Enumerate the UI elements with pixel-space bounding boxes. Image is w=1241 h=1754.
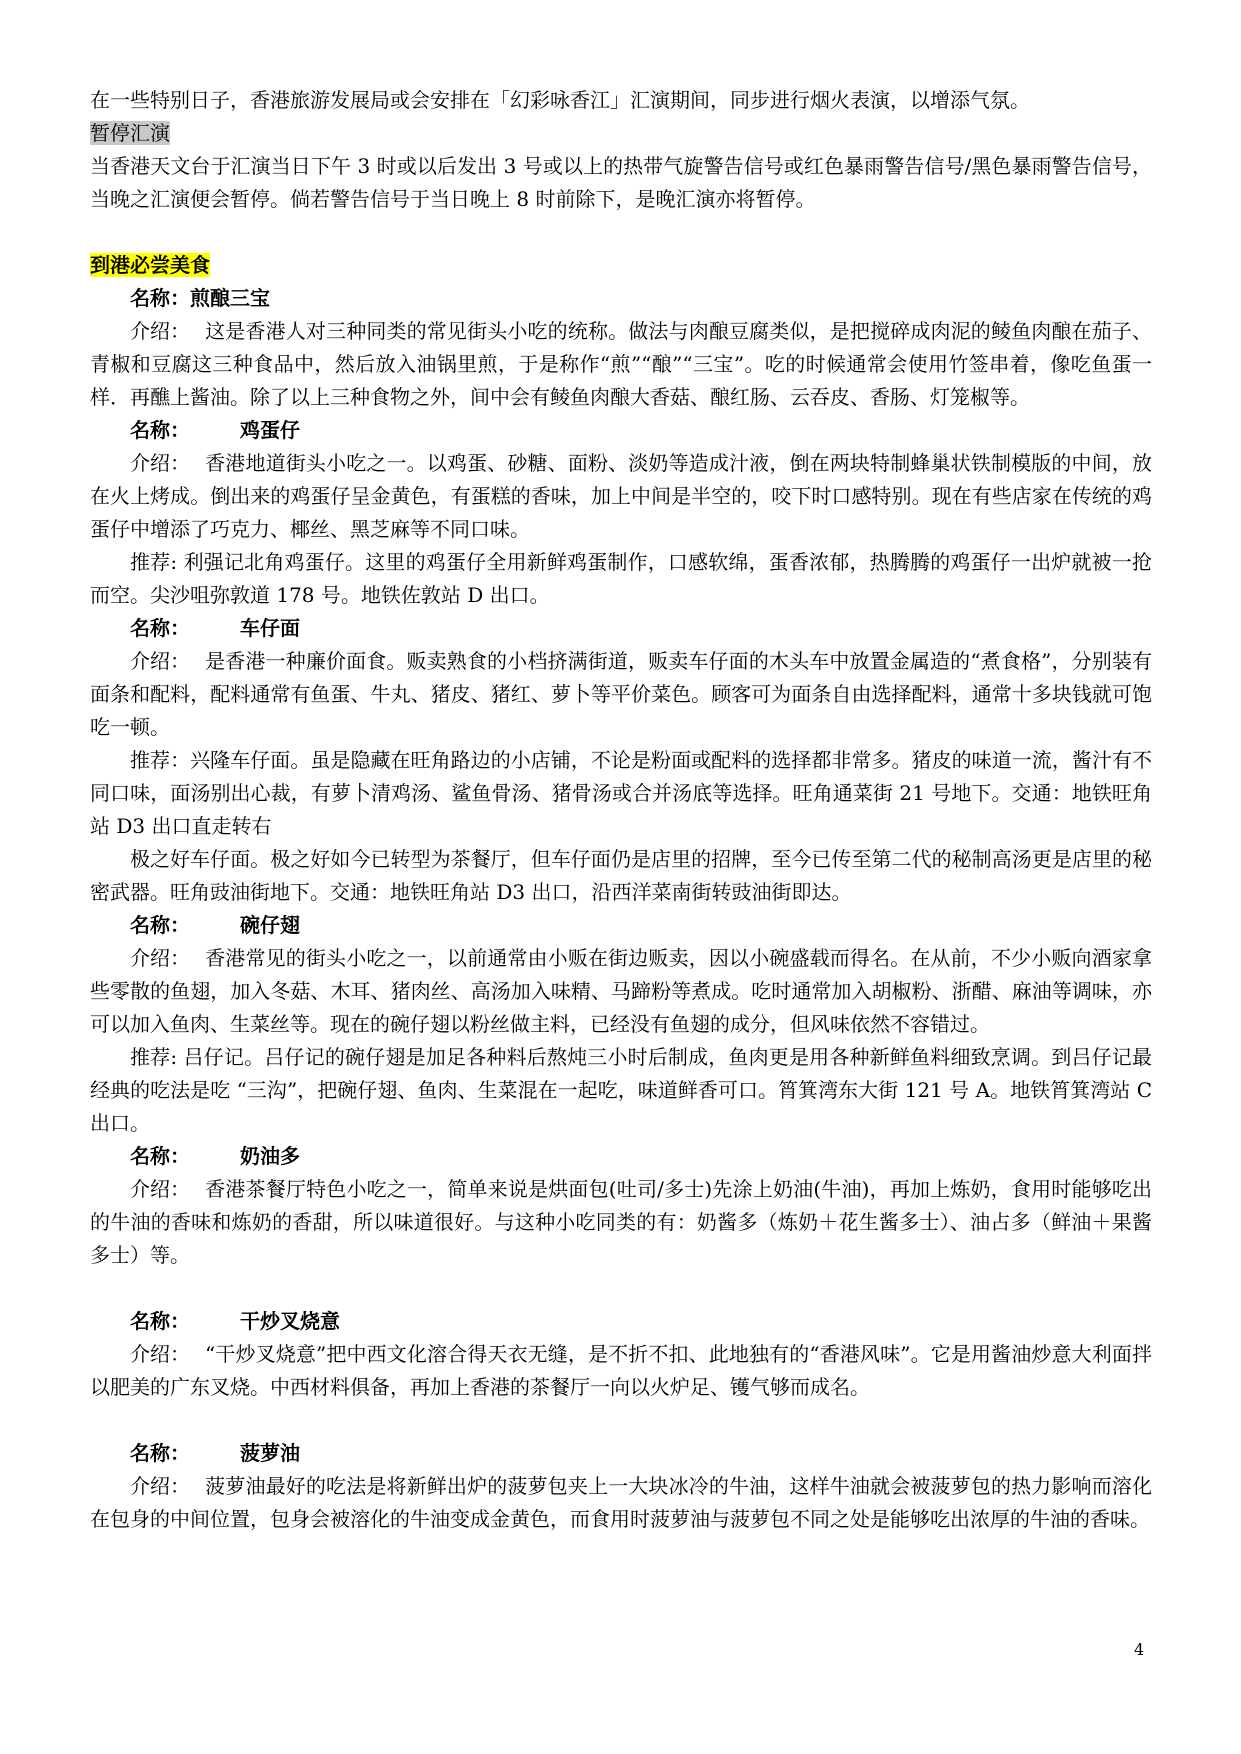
intro-label: 介绍：: [130, 319, 190, 343]
name-label: 名称：: [130, 913, 190, 937]
food-intro: 香港地道街头小吃之一。以鸡蛋、砂糖、面粉、淡奶等造成汁液，倒在两块特制蜂巢状铁制模版的中间，放在火上烤成。倒出来的鸡蛋仔呈金黄色，有蛋糕的香味，加上中间是半空的，咬下时口感特别。现在有些店家在传统的鸡蛋仔中增添了巧克力、椰丝、黑芝麻等不同口味。: [90, 451, 1152, 541]
intro-label: 介绍：: [130, 1177, 190, 1201]
intro-label: 介绍：: [130, 1342, 190, 1366]
section-heading: 到港必尝美食: [90, 253, 210, 277]
fireworks-paragraph: 在一些特别日子，香港旅游发展局或会安排在「幻彩咏香江」汇演期间，同步进行烟火表演，以增添气氛。: [90, 88, 1030, 112]
food-intro: 这是香港人对三种同类的常见街头小吃的统称。做法与肉酿豆腐类似，是把搅碎成肉泥的鲮鱼肉酿在茄子、青椒和豆腐这三种食品中，然后放入油锅里煎，于是称作“煎”“酿”“三宝”。吃的时候通常会使用竹签串着，像吃鱼蛋一样．再醮上酱油。除了以上三种食物之外，间中会有鲮鱼肉酿大香菇、酿红肠、云吞皮、香肠、灯笼椒等。: [90, 319, 1152, 409]
name-label: 名称：: [130, 1309, 190, 1333]
food-name: 碗仔翅: [240, 913, 300, 937]
food-recommendation: 推荐: 利强记北角鸡蛋仔。这里的鸡蛋仔全用新鲜鸡蛋制作，口感软绵，蛋香浓郁，热腾腾的鸡蛋仔一出炉就被一抢而空。尖沙咀弥敦道 178 号。地铁佐敦站 D 出口。: [90, 550, 1152, 607]
food-entry: [90, 1140, 1152, 1272]
intro-label: 介绍：: [130, 451, 190, 475]
name-label: 名称：: [130, 418, 190, 442]
food-recommendation: 推荐：兴隆车仔面。虽是隐藏在旺角路边的小店铺，不论是粉面或配料的选择都非常多。猪皮的味道一流，酱汁有不同口味，面汤别出心裁，有萝卜清鸡汤、鲨鱼骨汤、猪骨汤或合并汤底等选择。旺角通菜街 21 号地下。交通：地铁旺角站 D3 出口直走转右: [90, 748, 1152, 838]
name-label: 名称：: [130, 1144, 190, 1168]
food-intro: “干炒叉烧意”把中西文化溶合得天衣无缝，是不折不扣、此地独有的“香港风味”。它是用酱油炒意大利面拌以肥美的广东叉烧。中西材料俱备，再加上香港的茶餐厅一向以火炉足、镬气够而成名。: [90, 1342, 1152, 1399]
intro-label: 介绍：: [130, 649, 190, 673]
document-page: [90, 84, 1152, 1536]
intro-label: 介绍：: [130, 1474, 190, 1498]
food-recommendation: 推荐: 吕仔记。吕仔记的碗仔翅是加足各种料后熬炖三小时后制成，鱼肉更是用各种新鲜鱼料细致烹调。到吕仔记最经典的吃法是吃 “三沟”，把碗仔翅、鱼肉、生菜混在一起吃，味道鲜香可口。筲箕湾东大街 121 号 A。地铁筲箕湾站 C 出口。: [90, 1045, 1152, 1135]
food-intro: 是香港一种廉价面食。贩卖熟食的小档挤满街道，贩卖车仔面的木头车中放置金属造的“煮食格”，分别装有面条和配料，配料通常有鱼蛋、牛丸、猪皮、猪红、萝卜等平价菜色。顾客可为面条自由选择配料，通常十多块钱就可饱吃一顿。: [90, 649, 1152, 739]
name-label: 名称：: [130, 1441, 190, 1465]
name-label: 名称：: [130, 286, 190, 310]
name-label: 名称：: [130, 616, 190, 640]
food-name: 奶油多: [240, 1144, 300, 1168]
food-name: 煎酿三宝: [190, 286, 270, 310]
food-entry: [90, 909, 1152, 1140]
food-entry: [90, 1437, 1152, 1536]
food-name: 鸡蛋仔: [240, 418, 300, 442]
page-number: 4: [1134, 1640, 1145, 1659]
food-recommendation: 极之好车仔面。极之好如今已转型为茶餐厅，但车仔面仍是店里的招牌，至今已传至第二代的秘制高汤更是店里的秘密武器。旺角豉油街地下。交通：地铁旺角站 D3 出口，沿西洋菜南街转豉油街即达。: [90, 847, 1152, 904]
food-entry: [90, 282, 1152, 414]
suspend-paragraph: 当香港天文台于汇演当日下午 3 时或以后发出 3 号或以上的热带气旋警告信号或红色暴雨警告信号/黑色暴雨警告信号，当晚之汇演便会暂停。倘若警告信号于当日晚上 8 时前除下，是晚汇演亦将暂停。: [90, 154, 1152, 211]
intro-label: 介绍：: [130, 946, 190, 970]
food-name: 车仔面: [240, 616, 300, 640]
food-intro: 菠萝油最好的吃法是将新鲜出炉的菠萝包夹上一大块冰冷的牛油，这样牛油就会被菠萝包的热力影响而溶化在包身的中间位置，包身会被溶化的牛油变成金黄色，而食用时菠萝油与菠萝包不同之处是能够吃出浓厚的牛油的香味。: [90, 1474, 1152, 1531]
food-name: 菠萝油: [240, 1441, 300, 1465]
food-intro: 香港常见的街头小吃之一，以前通常由小贩在街边贩卖，因以小碗盛载而得名。在从前，不少小贩向酒家拿些零散的鱼翅，加入冬菇、木耳、猪肉丝、高汤加入味精、马蹄粉等煮成。吃时通常加入胡椒粉、浙醋、麻油等调味，亦可以加入鱼肉、生菜丝等。现在的碗仔翅以粉丝做主料，已经没有鱼翅的成分，但风味依然不容错过。: [90, 946, 1152, 1036]
food-entry: [90, 414, 1152, 612]
food-entry: [90, 612, 1152, 909]
food-intro: 香港茶餐厅特色小吃之一，简单来说是烘面包(吐司/多士)先涂上奶油(牛油)，再加上炼奶，食用时能够吃出的牛油的香味和炼奶的香甜，所以味道很好。与这种小吃同类的有：奶酱多（炼奶＋花生酱多士）、油占多（鲜油＋果酱多士）等。: [90, 1177, 1152, 1267]
food-entry: [90, 1305, 1152, 1404]
food-name: 干炒叉烧意: [240, 1309, 340, 1333]
suspend-heading: 暂停汇演: [90, 121, 170, 145]
